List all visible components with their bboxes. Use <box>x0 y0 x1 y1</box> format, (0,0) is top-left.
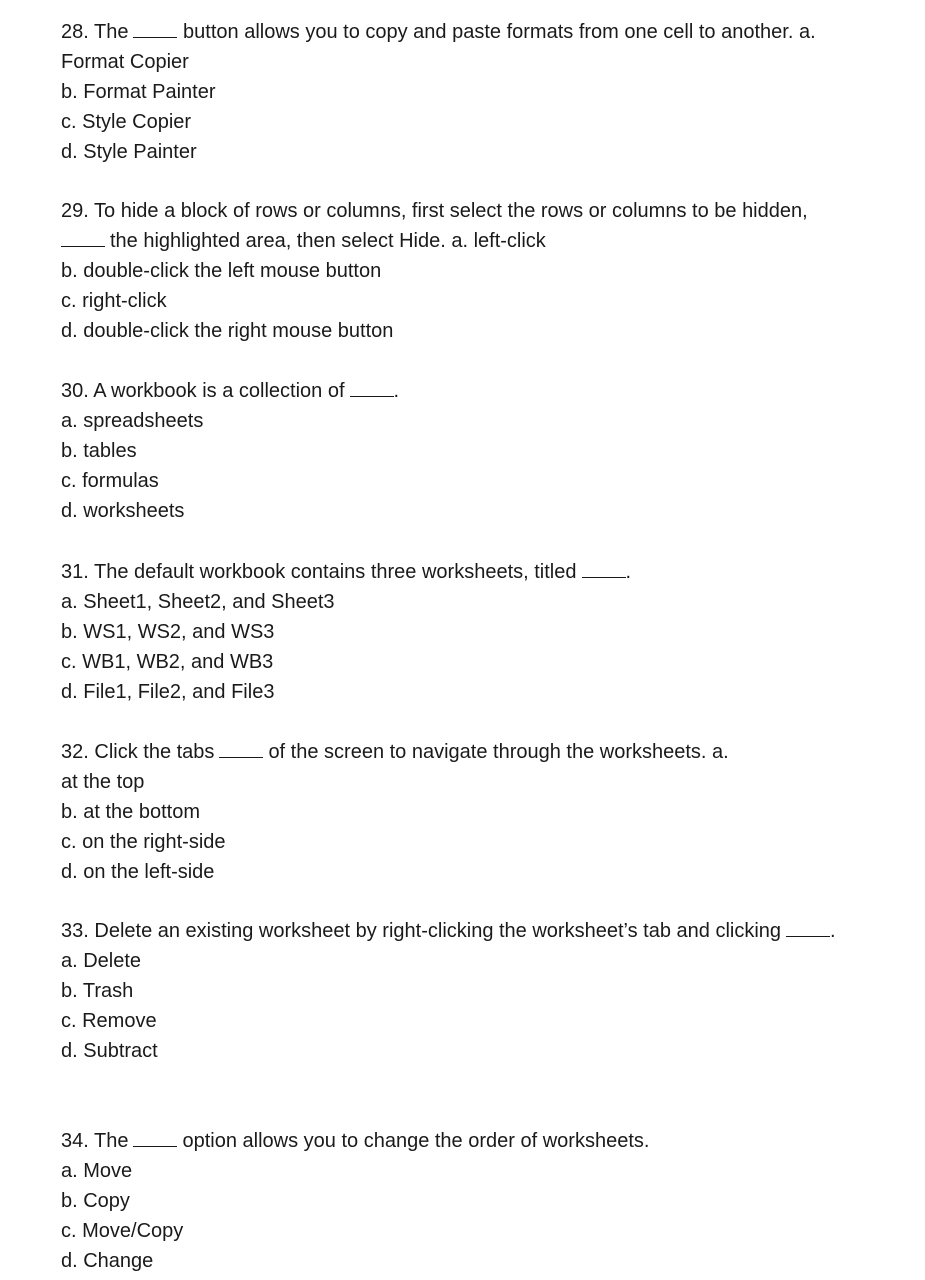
question-number: 32. <box>61 741 89 763</box>
question-stem-line: the highlighted area, then select Hide. a. left-click <box>61 226 891 256</box>
option-b: b. tables <box>61 440 137 462</box>
option-a: a. Sheet1, Sheet2, and Sheet3 <box>61 591 335 613</box>
question-number: 34. <box>61 1130 89 1152</box>
option-c: c. Style Copier <box>61 111 192 133</box>
option-d: d. double-click the right mouse button <box>61 320 394 342</box>
option-c: c. formulas <box>61 470 159 492</box>
answer-blank <box>61 229 105 247</box>
question-30 <box>61 376 891 526</box>
option-b: b. WS1, WS2, and WS3 <box>61 621 275 643</box>
option-c: c. Move/Copy <box>61 1220 184 1242</box>
question-28 <box>61 17 891 167</box>
question-29 <box>61 196 891 346</box>
option-a: a. spreadsheets <box>61 410 204 432</box>
option-a: a. Move <box>61 1160 133 1182</box>
question-stem-line: 28. The button allows you to copy and paste formats from one cell to another. a. <box>61 21 816 43</box>
question-stem-line: 29. To hide a block of rows or columns, first select the rows or columns to be hidden, <box>61 200 808 222</box>
question-number: 29. <box>61 200 89 222</box>
question-32 <box>61 737 891 887</box>
answer-blank <box>133 1129 177 1147</box>
option-c: c. right-click <box>61 290 167 312</box>
question-number: 28. <box>61 21 89 43</box>
option-b: b. Trash <box>61 980 134 1002</box>
question-stem-line: at the top <box>61 771 145 793</box>
option-d: d. Style Painter <box>61 141 197 163</box>
question-stem-line: Format Copier <box>61 51 189 73</box>
answer-blank <box>133 20 177 38</box>
option-b: b. double-click the left mouse button <box>61 260 382 282</box>
question-stem-line: 30. A workbook is a collection of . <box>61 380 400 402</box>
answer-blank <box>350 379 394 397</box>
option-d: d. on the left-side <box>61 861 215 883</box>
answer-blank <box>786 919 830 937</box>
option-d: d. File1, File2, and File3 <box>61 681 275 703</box>
question-stem-line: 33. Delete an existing worksheet by right-clicking the worksheet’s tab and clicking . <box>61 920 836 942</box>
question-stem-line: 32. Click the tabs of the screen to navigate through the worksheets. a. <box>61 741 729 763</box>
option-a: a. Delete <box>61 950 142 972</box>
question-31 <box>61 557 891 707</box>
answer-blank <box>219 740 263 758</box>
question-number: 30. <box>61 380 89 402</box>
option-d: d. Change <box>61 1250 154 1272</box>
question-number: 31. <box>61 561 89 583</box>
option-c: c. WB1, WB2, and WB3 <box>61 651 274 673</box>
option-c: c. Remove <box>61 1010 157 1032</box>
option-b: b. Copy <box>61 1190 130 1212</box>
option-d: d. worksheets <box>61 500 185 522</box>
question-stem-line: 31. The default workbook contains three worksheets, titled . <box>61 561 632 583</box>
question-stem-line: 34. The option allows you to change the order of worksheets. <box>61 1130 650 1152</box>
question-33 <box>61 916 891 1066</box>
option-b: b. at the bottom <box>61 801 200 823</box>
answer-blank <box>582 560 626 578</box>
option-d: d. Subtract <box>61 1040 158 1062</box>
option-b: b. Format Painter <box>61 81 216 103</box>
question-number: 33. <box>61 920 89 942</box>
question-34 <box>61 1126 891 1276</box>
option-c: c. on the right-side <box>61 831 226 853</box>
